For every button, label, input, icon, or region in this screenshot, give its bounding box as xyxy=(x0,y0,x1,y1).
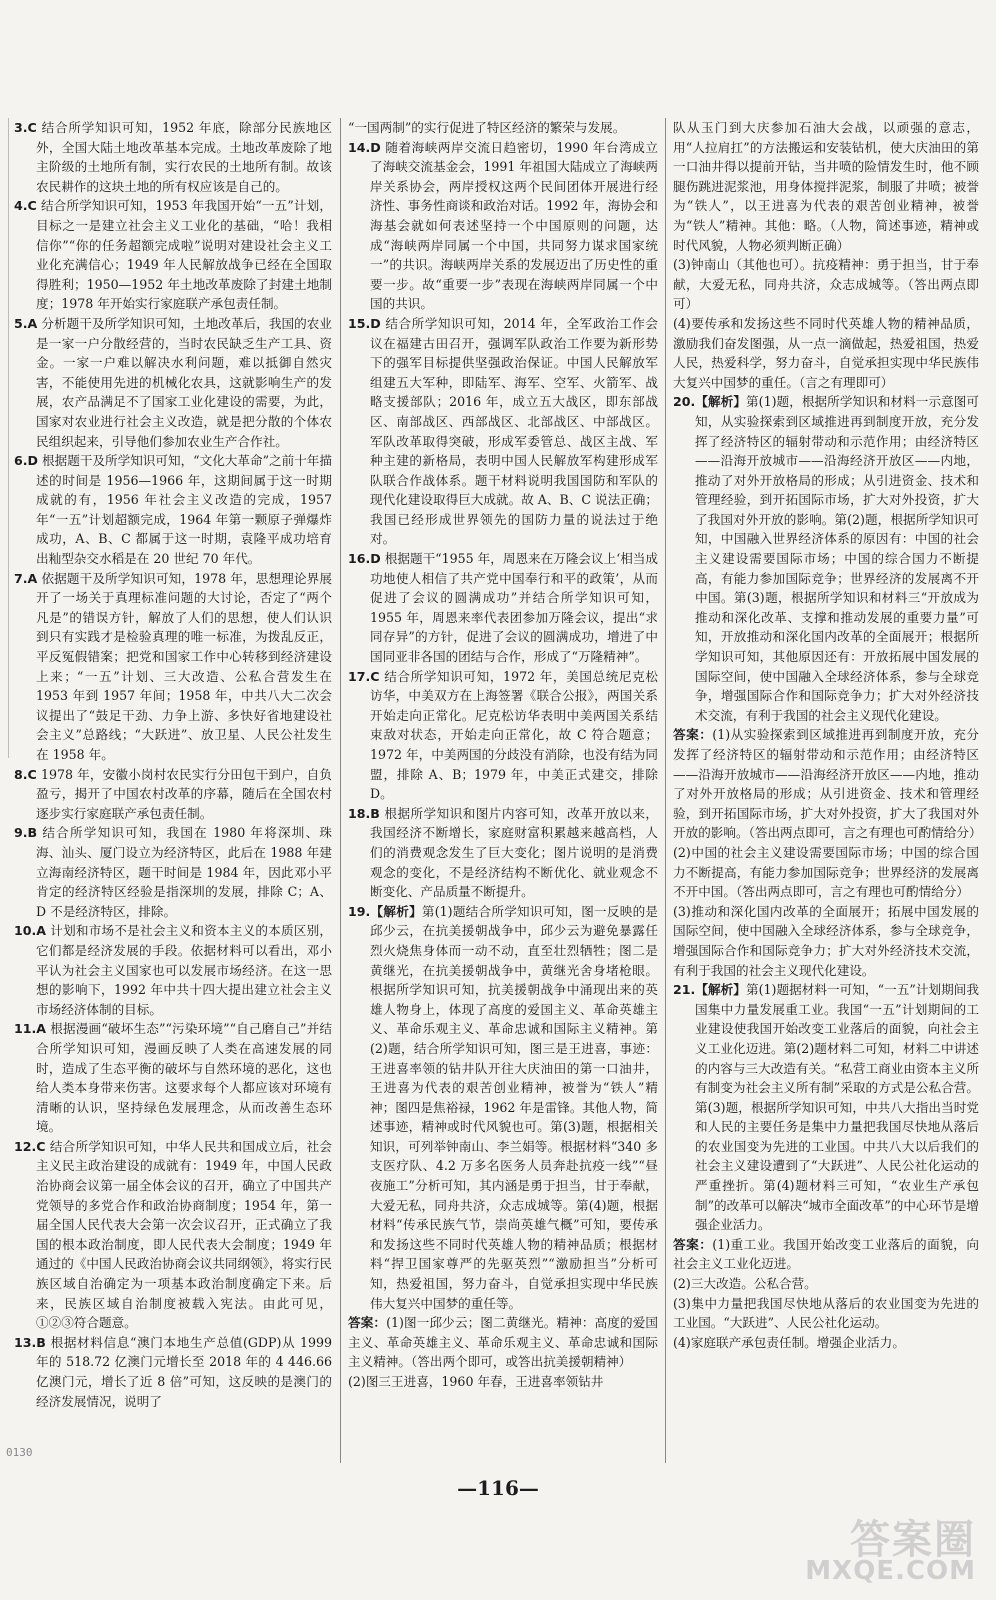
answer-text: 结合所学知识可知，1972 年，美国总统尼克松访华，中美双方在上海签署《联合公报》，两国关系开始走向正常化。尼克松访华表明中美两国关系结束敌对状态，开始走向正常化，故 C 符合题意；1972 年，中美两国的分歧没有消除，也没有结为同盟，排除 A、B；1979 年，中美正式建交，排除 D。 xyxy=(370,668,658,802)
answer-entry xyxy=(14,118,332,196)
answer-text: (3)钟南山（其他也可）。抗疫精神：勇于担当，甘于奉献，大爱无私，同舟共济，众志成城等。（答出两点即可） xyxy=(673,257,979,312)
answer-entry xyxy=(673,725,982,843)
answer-entry xyxy=(673,843,979,902)
column-divider xyxy=(665,118,666,1463)
answer-text: (2)图三王进喜，1960 年春，王进喜率领钻井 xyxy=(348,1374,604,1389)
answer-entry xyxy=(14,765,332,824)
question-number: 5.A xyxy=(14,315,38,331)
column-right xyxy=(673,118,982,1352)
answer-text: 结合所学知识可知，1952 年底，除部分民族地区外，全国大陆土地改革基本完成。土地改革废除了地主阶级的土地所有制，实行农民的土地所有制。故该农民耕作的这块土地的所有权应该是自己的。 xyxy=(36,120,332,194)
answer-text: 队从玉门到大庆参加石油大会战，以顽强的意志，用“人拉肩扛”的方法搬运和安装钻机，使大庆油田的第一口油井得以提前开钻，当井喷的险情发生时，他不顾腿伤跳进泥浆池，用身体搅拌泥浆，制服了井喷；被誉为“铁人”，以王进喜为代表的艰苦创业精神，被誉为“铁人”精神。其他：略。（人物，简述事迹，精神或时代风貌，人物必须判断正确） xyxy=(673,120,979,253)
answer-text: 根据题干“1955 年，周恩来在万隆会议上‘相当成功地使人相信了共产党中国奉行和平的政策’，从而促进了会议的圆满成功”并结合所学知识可知，1955 年，周恩来率代表团参加万隆会议，提出“求同存异”的方针，促进了会议的圆满成功，增进了中国同亚非各国的团结与合作，形成了“万隆精神”。 xyxy=(370,551,658,665)
question-number: 13.B xyxy=(14,1334,46,1350)
answer-text: (3)集中力量把我国尽快地从落后的农业国变为先进的工业国。“大跃进”、人民公社化运动。 xyxy=(673,1295,979,1331)
answer-entry xyxy=(673,314,979,392)
answer-entry xyxy=(348,118,658,138)
question-number: 21. xyxy=(673,982,696,998)
answer-text: 结合所学知识可知，1953 年我国开始“一五”计划，目标之一是建立社会主义工业化的基础，“哈！我相信你”“你的任务超额完成啦”说明对建设社会主义工业化充满信心；1949 年人民解放战争已经在全国取得胜利；1950—1952 年土地改革废除了封建土地制度；1978 年开始实行家庭联产承包责任制。 xyxy=(36,198,332,312)
question-number: 14.D xyxy=(348,139,381,155)
answer-entry xyxy=(14,823,332,921)
answer-text: 计划和市场不是社会主义和资本主义的本质区别，它们都是经济发展的手段。依据材料可以看出，邓小平认为社会主义国家也可以发展市场经济。在这一思想的影响下，1992 年中共十四大提出建立社会主义市场经济体制的目标。 xyxy=(36,923,332,1017)
answer-text: 1978 年，安徽小岗村农民实行分田包干到户，自负盈亏，揭开了中国农村改革的序幕，随后在全国农村逐步实行家庭联产承包责任制。 xyxy=(36,766,332,821)
answer-entry xyxy=(348,804,658,902)
answer-entry xyxy=(348,1372,658,1392)
watermark-logo: 答案圈 xyxy=(850,1517,976,1563)
answer-entry xyxy=(14,569,332,765)
page-number: —116— xyxy=(457,1476,539,1500)
answer-entry xyxy=(14,1137,332,1333)
section-tag: 答案： xyxy=(673,727,713,743)
page-edge xyxy=(0,118,9,758)
column-divider xyxy=(340,118,341,1463)
answer-entry xyxy=(673,902,979,980)
answer-entry xyxy=(673,255,979,314)
answer-text: (2)三大改造。公私合营。 xyxy=(673,1276,817,1292)
answer-text: 第(1)题据材料一可知，“一五”计划期间我国集中力量发展重工业。我国“一五”计划期间的工业建设使我国开始改变工业落后的面貌，向社会主义工业化迈进。第(2)题材料二可知，材料二中讲述的内容与三大改造有关。“私营工商业由资本主义所有制变为社会主义所有制”采取的方式是公私合营。第(3)题，根据所学知识可知，中共八大指出当时党和人民的主要任务是集中力量把我国尽快地从落后的农业国变为先进的工业国。中共八大以后我们的社会主义建设遭到了“大跃进”、人民公社化运动的严重挫折。第(4)题材料三可知，“农业生产承包制”的改革可以解决“城市全面改革”的中心环节是增强企业活力。 xyxy=(695,982,980,1233)
answer-entry xyxy=(673,1333,979,1353)
answer-entry xyxy=(673,118,979,255)
answer-entry xyxy=(14,451,332,569)
left-edge-code: 0130 xyxy=(6,1446,33,1459)
section-tag: 【解析】 xyxy=(695,394,746,410)
section-tag: 答案： xyxy=(673,1236,713,1252)
question-number: 18.B xyxy=(348,805,380,821)
answer-text: (4)要传承和发扬这些不同时代英雄人物的精神品质，激励我们奋发图强，从一点一滴做起，热爱祖国，热爱人民，热爱科学，努力奋斗，自觉承担实现中华民族伟大复兴中国梦的重任。（言之有理即可） xyxy=(673,315,979,390)
question-number: 7.A xyxy=(14,570,38,586)
column-middle xyxy=(348,118,658,1392)
column-left xyxy=(14,118,332,1411)
answer-text: 根据材料信息“澳门本地生产总值(GDP)从 1999 年的 518.72 亿澳门元增长至 2018 年的 4 446.66 亿澳门元，增长了近 8 倍”可知，这反映的是澳门的经济发展情况，说明了 xyxy=(36,1334,332,1409)
answer-text: 第(1)题结合所学知识可知，图一反映的是邱少云，在抗美援朝战争中，邱少云为避免暴露任烈火烧焦身体而一动不动，直至壮烈牺牲；图二是黄继光，在抗美援朝战争中，黄继光舍身堵枪眼。根据所学知识可知，抗美援朝战争中涌现出来的英雄人物身上，体现了高度的爱国主义、革命英雄主义、革命乐观主义、革命忠诚和国际主义精神。第(2)题，结合所学知识可知，图三是王进喜，事迹：王进喜率领的钻井队开往大庆油田的第一口油井，王进喜为代表的艰苦创业精神，被誉为“铁人”精神；图四是焦裕禄，1962 年是雷锋。其他人物，简述事迹，精神或时代风貌也可。第(3)题，根据相关知识，可列举钟南山、李兰娟等。根据材料“340 多支医疗队、4.2 万多名医务人员奔赴抗疫一线”“昼夜施工”分析可知，其内涵是勇于担当，甘于奉献，大爱无私，同舟共济，众志成城等。第(4)题，根据材料“传承民族气节，崇尚英雄气概”可知，要传承和发扬这些不同时代英雄人物的精神品质；根据材料“捍卫国家尊严的先驱英烈”“激励担当”分析可知，热爱祖国，努力奋斗，自觉承担实现中华民族伟大复兴中国梦的重任等。 xyxy=(370,903,659,1311)
answer-text: 随着海峡两岸交流日趋密切，1990 年台湾成立了海峡交流基金会，1991 年祖国大陆成立了海峡两岸关系协会，两岸授权这两个民间团体开展进行经济性、事务性商谈和政治对话。1992 年，海协会和海基会就如何表述坚持一个中国原则的问题，达成“海峡两岸同属一个中国，共同努力谋求国家统一”的共识。海峡两岸关系的发展迈出了历史性的重要一步。故“重要一步”表现在海峡两岸同属一个中国的共识。 xyxy=(370,139,658,312)
answer-text: 结合所学知识可知，中华人民共和国成立后，社会主义民主政治建设的成就有：1949 年，中国人民政治协商会议第一届全体会议的召开，确立了中国共产党领导的多党合作和政治协商制度；1954 年，第一届全国人民代表大会第一次会议召开，正式确立了我国的根本政治制度，即人民代表大会制度；1949 年通过的《中国人民政治协商会议共同纲领》，将实行民族区域自治确定为一项基本政治制度确定下来。后来，民族区域自治制度被载入宪法。由此可见，①②③符合题意。 xyxy=(36,1138,332,1331)
answer-entry xyxy=(673,392,979,725)
question-number: 6.D xyxy=(14,453,39,469)
answer-text: (3)推动和深化国内改革的全面展开；拓展中国发展的国际空间，使中国融入全球经济体系，参与全球竞争，增强国际合作和国际竞争力；扩大对外经济技术交流，有利于我国的社会主义现代化建设。 xyxy=(673,903,979,978)
question-number: 3.C xyxy=(14,120,37,135)
answer-entry xyxy=(673,1294,979,1333)
answer-entry xyxy=(14,921,332,1019)
section-tag: 【解析】 xyxy=(370,903,422,919)
question-number: 15.D xyxy=(348,315,381,331)
answer-entry xyxy=(348,667,658,804)
answer-entry xyxy=(14,1019,332,1137)
question-number: 19. xyxy=(348,903,371,919)
answer-entry xyxy=(673,1235,979,1274)
answer-entry xyxy=(348,314,658,549)
answer-text: (1)从实验探索到区域推进再到制度开放，充分发挥了经济特区的辐射带动和示范作用；由经济特区——沿海开放城市——沿海经济开放区——内地，推动了对外开放格局的形成；从引进资金、技术和管理经验，到开拓国际市场，扩大对外投资，扩大了我国对外开放的影响。（答出两点即可，言之有理也可酌情给分） xyxy=(673,727,982,841)
question-number: 8.C xyxy=(14,766,37,782)
question-number: 20. xyxy=(673,394,696,410)
answer-entry xyxy=(14,314,332,451)
question-number: 10.A xyxy=(14,923,47,939)
answer-text: (1)图一邱少云；图二黄继光。精神：高度的爱国主义、革命英雄主义、革命乐观主义、革命忠诚和国际主义精神。（答出两个即可，或答出抗美援朝精神） xyxy=(348,1315,658,1370)
answer-text: 结合所学知识可知，2014 年，全军政治工作会议在福建古田召开，强调军队政治工作要为新形势下的强军目标提供坚强政治保证。中国人民解放军组建五大军种，即陆军、海军、空军、火箭军、战略支援部队；2016 年，成立五大战区，即东部战区、南部战区、西部战区、北部战区、中部战区。军队改革取得突破，形成军委管总、战区主战、军种主建的新格局，表明中国人民解放军构建形成军队联合作战体系。题干材料说明我国国防和军队的现代化建设取得巨大成就。故 A、B、C 说法正确；我国已经形成世界领先的国防力量的说法过于绝对。 xyxy=(370,315,658,547)
question-number: 9.B xyxy=(14,825,38,841)
section-tag: 答案： xyxy=(348,1315,387,1331)
question-number: 16.D xyxy=(348,551,381,567)
answer-entry xyxy=(348,549,658,667)
section-tag: 【解析】 xyxy=(695,982,746,998)
question-number: 12.C xyxy=(14,1138,46,1154)
answer-text: 依据题干及所学知识可知，1978 年，思想理论界展开了一场关于真理标准问题的大讨论，否定了“两个凡是”的错误方针，解放了人们的思想，使人们认识到只有实践才是检验真理的唯一标准，为拨乱反正，平反冤假错案；把党和国家工作中心转移到经济建设上来；“一五”计划、三大改造、公私合营发生在 1953 年到 1957 年间；1958 年，中共八大二次会议提出了“鼓足干劲、力争上游、多快好省地建设社会主义”总路线；“大跃进”、放卫星、人民公社发生在 1958 年。 xyxy=(36,570,332,762)
answer-entry xyxy=(673,1274,979,1294)
question-number: 11.A xyxy=(14,1021,47,1037)
question-number: 17.C xyxy=(348,668,380,684)
answer-entry xyxy=(14,196,332,314)
answer-text: 根据漫画“破坏生态”“污染环境”“自己磨自己”并结合所学知识可知，漫画反映了人类在高速发展的同时，造成了生态平衡的破坏与自然环境的恶化，这也给人类本身带来伤害。这要求每个人都应该对环境有清晰的认识，坚持绿色发展理念，从而改善生态环境。 xyxy=(36,1021,332,1135)
answer-text: (1)重工业。我国开始改变工业落后的面貌，向社会主义工业化迈进。 xyxy=(673,1236,979,1272)
answer-text: 分析题干及所学知识可知，土地改革后，我国的农业是一家一户分散经营的，当时农民缺乏生产工具、资金。一家一户难以解决水利问题，难以抵御自然灾害，不能使用先进的机械化农具，这就影响生产的发展，农产品满足不了国家工业化建设的需要，为此，国家对农业进行社会主义改造，就是把分散的个体农民组织起来，引导他们参加农业生产合作社。 xyxy=(36,315,333,449)
answer-entry xyxy=(673,980,979,1235)
watermark-url: MXQE.COM xyxy=(805,1556,976,1586)
answer-text: 结合所学知识可知，我国在 1980 年将深圳、珠海、汕头、厦门设立为经济特区，此后在 1988 年建立海南经济特区，题干时间是 1984 年，因此邓小平肯定的经济特区经验是指深圳的发展，排除 C；A、D 不是经济特区，排除。 xyxy=(36,825,332,919)
answer-text: (4)家庭联产承包责任制。增强企业活力。 xyxy=(673,1334,905,1350)
answer-text: “一国两制”的实行促进了特区经济的繁荣与发展。 xyxy=(348,120,626,135)
answer-text: 根据题干及所学知识可知，“文化大革命”之前十年描述的时间是 1956—1966 年，这期间属于这一时期成就的有，1956 年社会主义改造的完成，1957 年“一五”计划超额完成，1964 年第一颗原子弹爆炸成功，A、B、C 都属于这一时期，袁隆平成功培育出籼型杂交水稻是在 20 世纪 70 年代。 xyxy=(36,453,332,567)
answer-entry xyxy=(348,902,658,1313)
answer-entry xyxy=(14,1333,332,1411)
answer-text: 第(1)题，根据所学知识和材料一示意图可知，从实验探索到区域推进再到制度开放，充分发挥了经济特区的辐射带动和示范作用；由经济特区——沿海开放城市——沿海经济开放区——内地，推动了对外开放格局的形成；从引进资金、技术和管理经验，到开拓国际市场，扩大对外投资，扩大了我国对外开放的影响。第(2)题，根据所学知识可知，中国融入世界经济体系的原因有：中国的社会主义建设需要国际市场；中国的综合国力不断提高，有能力参加国际竞争；世界经济的发展离不开中国。第(3)题，根据所学知识和材料三“开放成为推动和深化改革、支撑和推动发展的重要力量”可知，开放推动和深化国内改革的全面展开；根据所学知识可知，其他原因还有：开放拓展中国发展的国际空间，使中国融入全球经济体系，参与全球竞争，增强国际合作和国际竞争力；扩大对外经济技术交流，有利于我国的社会主义现代化建设。 xyxy=(695,394,979,723)
answer-entry xyxy=(348,1313,658,1372)
answer-entry xyxy=(348,138,658,314)
answer-text: 根据所学知识和图片内容可知，改革开放以来，我国经济不断增长，家庭财富积累越来越高档，人们的消费观念发生了巨大变化；图片说明的是消费观念的变化，不是经济结构不断优化、就业观念不断变化、产品质量不断提升。 xyxy=(370,805,658,900)
answer-text: (2)中国的社会主义建设需要国际市场；中国的综合国力不断提高，有能力参加国际竞争；世界经济的发展离不开中国。（答出两点即可，言之有理也可酌情给分） xyxy=(673,844,979,900)
question-number: 4.C xyxy=(14,198,37,214)
